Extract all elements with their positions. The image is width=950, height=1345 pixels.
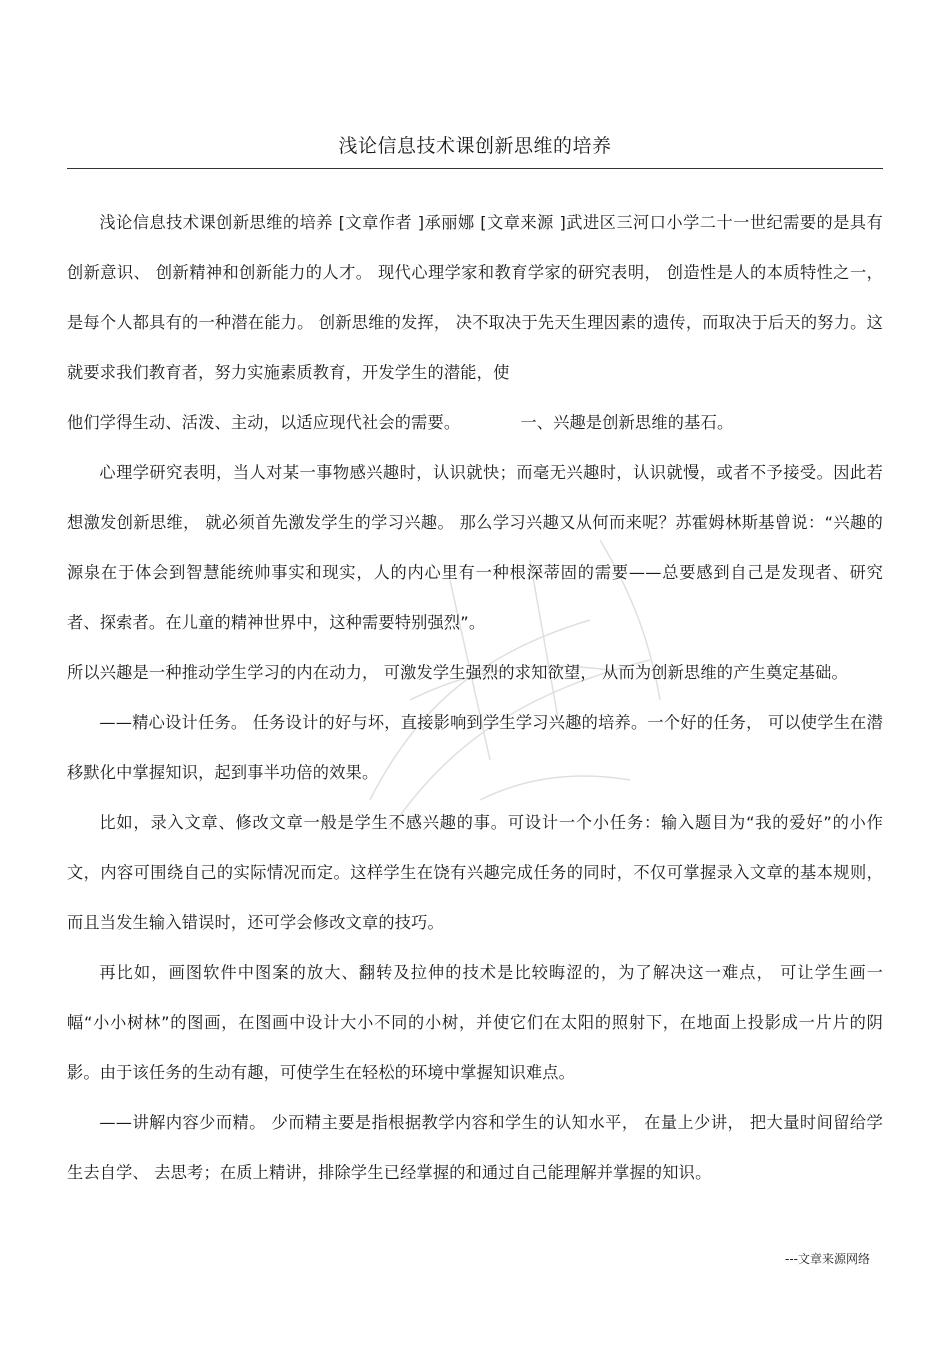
- paragraph-intro-end: 他们学得生动、活泼、主动，以适应现代社会的需要。: [67, 413, 461, 432]
- paragraph-task-design: ——精心设计任务。 任务设计的好与坏，直接影响到学生学习兴趣的培养。一个好的任务， 可以使学生在潜移默化中掌握知识，起到事半功倍的效果。: [67, 713, 883, 782]
- paragraph-psychology: 心理学研究表明，当人对某一事物感兴趣时，认识就快；而毫无兴趣时，认识就慢，或者不予接受。因此若想激发创新思维， 就必须首先激发学生的学习兴趣。 那么学习兴趣又从何而来呢？苏霍姆林斯基曾说：“兴趣的源泉在于体会到智慧能统帅事实和现实，人的内心里有一种根深蒂固的需要——总要感到自己是发现者、研究者、探索者。在儿童的精神世界中，这种需要特别强烈”。: [67, 463, 883, 632]
- page-title: 浅论信息技术课创新思维的培养: [338, 135, 612, 157]
- paragraph-intro: 浅论信息技术课创新思维的培养 [文章作者 ]承丽娜 [文章来源 ]武进区三河口小学二十一世纪需要的是具有创新意识、 创新精神和创新能力的人才。 现代心理学家和教育学家的研究表明， 创造性是人的本质特性之一， 是每个人都具有的一种潜在能力。 创新思维的发挥， 决不取决于先天生理因素的遗传，而取决于后天的努力。这就要求我们教育者，努力实施素质教育，开发学生的潜能，使: [67, 213, 883, 382]
- title-divider: [67, 168, 883, 169]
- paragraph-intro-tail: [67, 398, 883, 448]
- section-heading-1: 一、兴趣是创新思维的基石。: [520, 413, 734, 432]
- paragraph-example-drawing: 再比如，画图软件中图案的放大、翻转及拉伸的技术是比较晦涩的，为了解决这一难点， 可让学生画一幅“小小树林”的图画，在图画中设计大小不同的小树，并使它们在太阳的照射下，在地面上投影成一片片的阴影。由于该任务的生动有趣，可使学生在轻松的环境中掌握知识难点。: [67, 963, 883, 1082]
- document-body: [67, 198, 883, 1198]
- paragraph-example-typing: 比如，录入文章、修改文章一般是学生不感兴趣的事。可设计一个小任务：输入题目为“我的爱好”的小作文，内容可围绕自己的实际情况而定。这样学生在饶有兴趣完成任务的同时，不仅可掌握录入文章的基本规则，而且当发生输入错误时，还可学会修改文章的技巧。: [67, 813, 883, 932]
- paragraph-concise-teaching: ——讲解内容少而精。 少而精主要是指根据教学内容和学生的认知水平， 在量上少讲， 把大量时间留给学生去自学、 去思考；在质上精讲，排除学生已经掌握的和通过自己能理解并掌握的知识。: [67, 1113, 883, 1182]
- footer-source: ---文章来源网络: [785, 1252, 870, 1266]
- paragraph-interest-motivation: 所以兴趣是一种推动学生学习的内在动力， 可激发学生强烈的求知欲望， 从而为创新思维的产生奠定基础。: [67, 663, 848, 682]
